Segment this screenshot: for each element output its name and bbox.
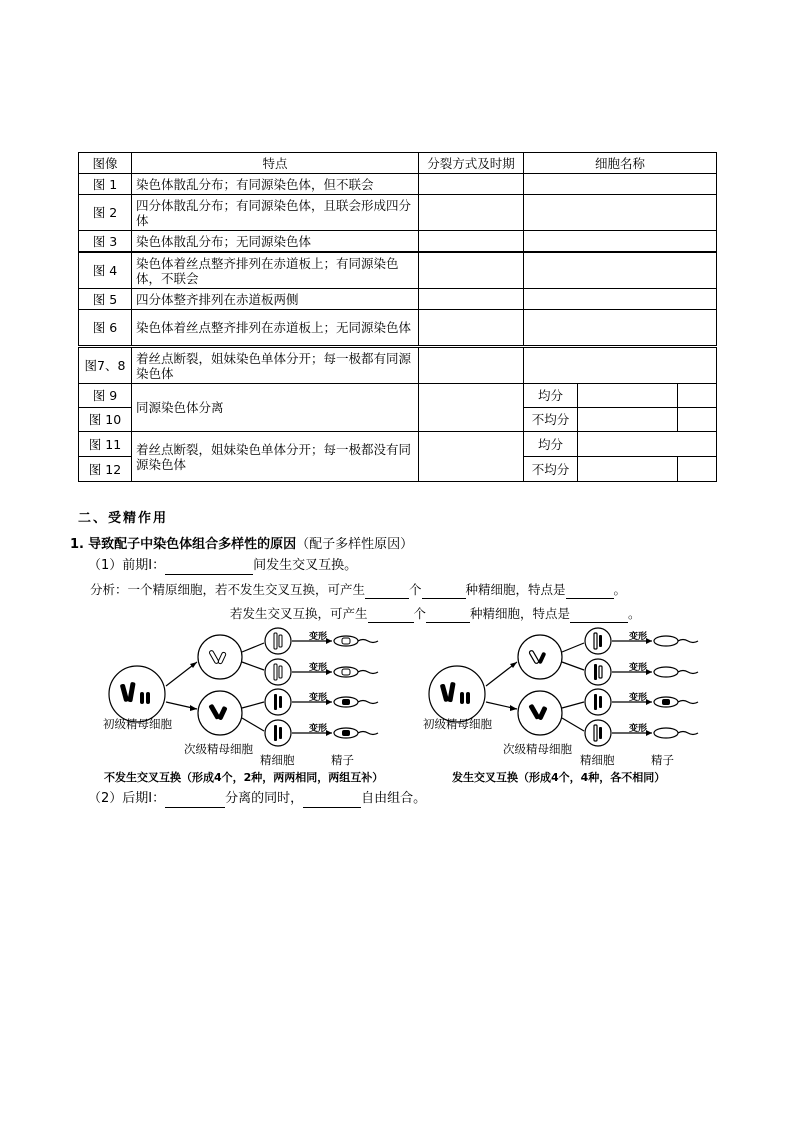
header-image: 图像 bbox=[79, 153, 132, 174]
fig-label: 图 10 bbox=[79, 408, 132, 432]
bianxing-label: 变形 bbox=[629, 663, 648, 673]
bianxing-label: 变形 bbox=[309, 693, 328, 703]
fig-label: 图 5 bbox=[79, 289, 132, 310]
answer-cell[interactable] bbox=[524, 310, 717, 347]
label-primary: 初级精母细胞 bbox=[103, 717, 172, 731]
fig-label: 图 9 bbox=[79, 384, 132, 408]
item-number: 1. bbox=[70, 537, 84, 552]
blank-field[interactable] bbox=[422, 584, 466, 599]
answer-cell[interactable] bbox=[578, 457, 678, 482]
answer-cell[interactable] bbox=[419, 289, 524, 310]
answer-cell[interactable] bbox=[678, 384, 717, 408]
fig-label: 图 12 bbox=[79, 457, 132, 482]
bianxing-label: 变形 bbox=[309, 724, 328, 734]
q2-prefix: （2）后期Ⅰ： bbox=[88, 791, 166, 806]
fig-label: 图7、8 bbox=[79, 347, 132, 384]
q2-mid: 分离的同时， bbox=[225, 791, 304, 806]
analysis-text: 种精细胞，特点是 bbox=[470, 606, 571, 621]
feature-text: 四分体散乱分布；有同源染色体，且联会形成四分体 bbox=[132, 195, 419, 231]
analysis-text: 。 bbox=[613, 582, 627, 597]
answer-cell[interactable] bbox=[578, 432, 717, 457]
section-heading: 二、受精作用 bbox=[78, 511, 169, 526]
q1-suffix: 间发生交叉互换。 bbox=[253, 558, 358, 573]
bianxing-label: 变形 bbox=[629, 632, 648, 642]
answer-cell[interactable] bbox=[419, 310, 524, 347]
bianxing-label: 变形 bbox=[629, 724, 648, 734]
feature-text: 染色体着丝点整齐排列在赤道板上；无同源染色体 bbox=[132, 310, 419, 347]
item1-title bbox=[70, 536, 413, 554]
label-sperm: 精子 bbox=[651, 753, 674, 767]
meiosis-diagram-no-crossover bbox=[100, 624, 380, 759]
blank-field[interactable] bbox=[303, 793, 361, 808]
question-2 bbox=[88, 790, 426, 808]
answer-cell[interactable] bbox=[419, 384, 524, 432]
fig-label: 图 4 bbox=[79, 252, 132, 289]
caption-crossover: 发生交叉互换（形成4个，4种，各不相同） bbox=[452, 771, 666, 784]
analysis-text: 分析：一个精原细胞，若不发生交叉互换，可产生 bbox=[90, 582, 366, 597]
label-secondary: 次级精母细胞 bbox=[184, 742, 253, 756]
feature-text: 着丝点断裂，姐妹染色单体分开；每一极都有同源染色体 bbox=[132, 347, 419, 384]
answer-cell[interactable] bbox=[678, 457, 717, 482]
feature-text: 染色体散乱分布；有同源染色体，但不联会 bbox=[132, 174, 419, 195]
meiosis-diagram-crossover bbox=[420, 624, 700, 759]
meiosis-table bbox=[78, 152, 717, 482]
feature-text: 染色体着丝点整齐排列在赤道板上；有同源染色体，不联会 bbox=[132, 252, 419, 289]
analysis-text: 若发生交叉互换，可产生 bbox=[230, 606, 368, 621]
answer-cell[interactable] bbox=[578, 384, 678, 408]
item-title-paren: （配子多样性原因） bbox=[296, 537, 414, 552]
analysis-text: 种精细胞，特点是 bbox=[465, 582, 566, 597]
blank-field[interactable] bbox=[426, 608, 470, 623]
q2-suffix: 自由组合。 bbox=[361, 791, 427, 806]
sub-label: 不均分 bbox=[524, 408, 578, 432]
blank-field[interactable] bbox=[365, 584, 409, 599]
q1-prefix: （1）前期Ⅰ： bbox=[88, 558, 166, 573]
bianxing-label: 变形 bbox=[309, 663, 328, 673]
blank-field[interactable] bbox=[165, 793, 225, 808]
caption-no-crossover: 不发生交叉互换（形成4个，2种，两两相同，两组互补） bbox=[104, 771, 384, 784]
label-spermatid: 精细胞 bbox=[580, 753, 615, 767]
sub-label: 不均分 bbox=[524, 457, 578, 482]
blank-field[interactable] bbox=[570, 608, 628, 623]
answer-cell[interactable] bbox=[524, 347, 717, 384]
answer-cell[interactable] bbox=[419, 174, 524, 195]
header-division: 分裂方式及时期 bbox=[419, 153, 524, 174]
analysis-line-2 bbox=[230, 605, 641, 623]
blank-field[interactable] bbox=[566, 584, 614, 599]
label-secondary: 次级精母细胞 bbox=[503, 742, 572, 756]
blank-field[interactable] bbox=[165, 560, 253, 575]
feature-text: 染色体散乱分布；无同源染色体 bbox=[132, 231, 419, 253]
fig-label: 图 3 bbox=[79, 231, 132, 253]
answer-cell[interactable] bbox=[419, 195, 524, 231]
fig-label: 图 11 bbox=[79, 432, 132, 457]
label-primary: 初级精母细胞 bbox=[423, 717, 492, 731]
question-1 bbox=[88, 557, 357, 575]
analysis-text: 个 bbox=[409, 582, 422, 597]
blank-field[interactable] bbox=[368, 608, 414, 623]
header-feature: 特点 bbox=[132, 153, 419, 174]
sub-label: 均分 bbox=[524, 432, 578, 457]
answer-cell[interactable] bbox=[524, 289, 717, 310]
answer-cell[interactable] bbox=[524, 195, 717, 231]
bianxing-label: 变形 bbox=[309, 632, 328, 642]
fig-label: 图 2 bbox=[79, 195, 132, 231]
answer-cell[interactable] bbox=[678, 408, 717, 432]
answer-cell[interactable] bbox=[419, 231, 524, 253]
answer-cell[interactable] bbox=[419, 347, 524, 384]
feature-text: 同源染色体分离 bbox=[132, 384, 419, 432]
answer-cell[interactable] bbox=[524, 252, 717, 289]
analysis-text: 个 bbox=[413, 606, 427, 621]
answer-cell[interactable] bbox=[578, 408, 678, 432]
answer-cell[interactable] bbox=[524, 231, 717, 253]
answer-cell[interactable] bbox=[419, 252, 524, 289]
analysis-text: 。 bbox=[628, 606, 641, 621]
fig-label: 图 6 bbox=[79, 310, 132, 347]
item-title-text: 导致配子中染色体组合多样性的原因 bbox=[88, 537, 297, 552]
label-spermatid: 精细胞 bbox=[260, 753, 295, 767]
label-sperm: 精子 bbox=[331, 753, 354, 767]
header-cell-name: 细胞名称 bbox=[524, 153, 717, 174]
bianxing-label: 变形 bbox=[629, 693, 648, 703]
answer-cell[interactable] bbox=[419, 432, 524, 482]
feature-text: 四分体整齐排列在赤道板两侧 bbox=[132, 289, 419, 310]
fig-label: 图 1 bbox=[79, 174, 132, 195]
analysis-line-1 bbox=[90, 581, 626, 599]
answer-cell[interactable] bbox=[524, 174, 717, 195]
feature-text: 着丝点断裂，姐妹染色单体分开；每一极都没有同源染色体 bbox=[132, 432, 419, 482]
sub-label: 均分 bbox=[524, 384, 578, 408]
